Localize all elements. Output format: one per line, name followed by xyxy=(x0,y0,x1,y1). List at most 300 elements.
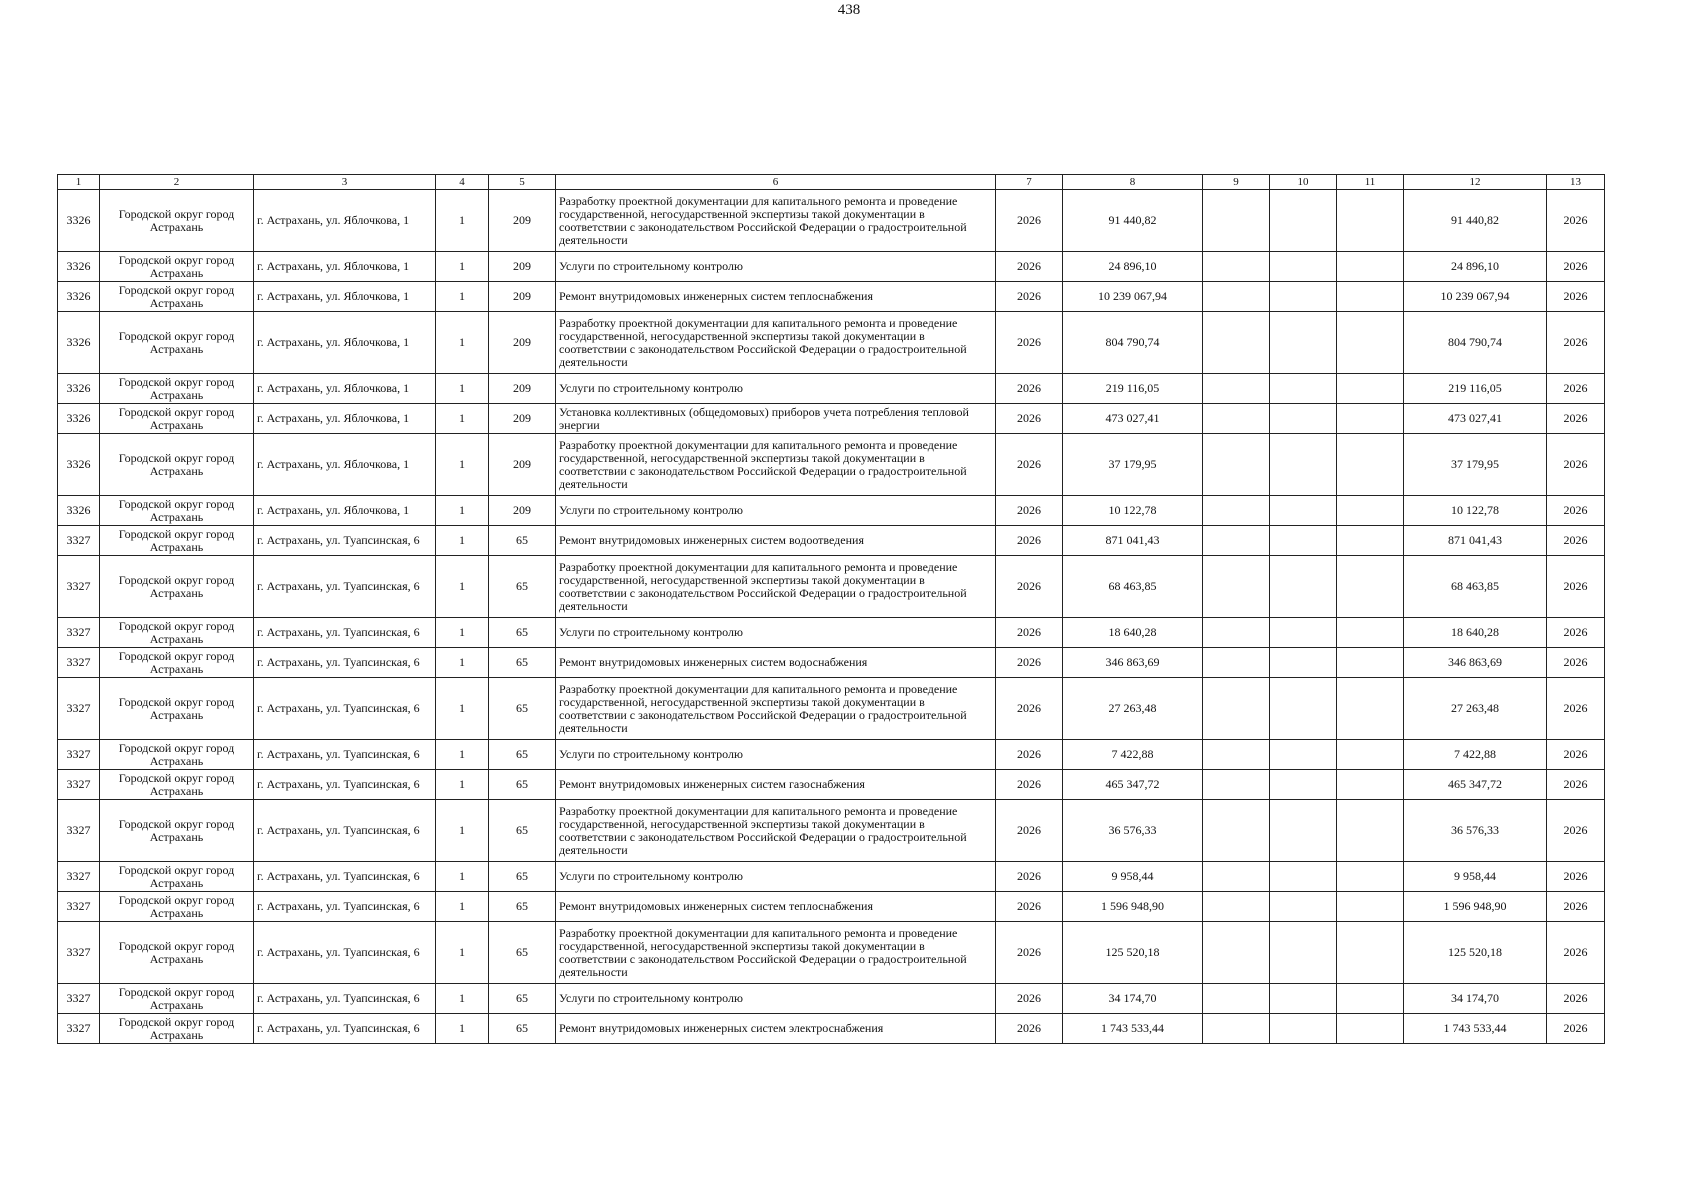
municipality-cell: Городской округ город Астрахань xyxy=(100,862,254,892)
work-type-cell: Разработку проектной документации для капитального ремонта и проведение государственной, негосударственной экспертизы такой документации в соответствии с законодательством Российской Федерации о градостроительной деятельности xyxy=(556,922,996,984)
address-cell: г. Астрахань, ул. Туапсинская, 6 xyxy=(254,770,436,800)
work-type-cell: Разработку проектной документации для капитального ремонта и проведение государственной, негосударственной экспертизы такой документации в соответствии с законодательством Российской Федерации о градостроительной деятельности xyxy=(556,312,996,374)
year-cell: 2026 xyxy=(996,252,1063,282)
category-cell: 1 xyxy=(436,374,489,404)
building-number-cell: 65 xyxy=(489,740,556,770)
work-type-cell: Услуги по строительному контролю xyxy=(556,374,996,404)
fund-cost-cell: 1 596 948,90 xyxy=(1404,892,1547,922)
address-cell: г. Астрахань, ул. Яблочкова, 1 xyxy=(254,404,436,434)
municipality-cell: Городской округ город Астрахань xyxy=(100,678,254,740)
address-cell: г. Астрахань, ул. Туапсинская, 6 xyxy=(254,922,436,984)
category-cell: 1 xyxy=(436,190,489,252)
address-cell: г. Астрахань, ул. Туапсинская, 6 xyxy=(254,800,436,862)
column-11-cell xyxy=(1337,984,1404,1014)
table-row xyxy=(58,282,1605,312)
column-10-cell xyxy=(1270,892,1337,922)
column-10-cell xyxy=(1270,984,1337,1014)
column-9-cell xyxy=(1203,190,1270,252)
address-cell: г. Астрахань, ул. Туапсинская, 6 xyxy=(254,984,436,1014)
table-row xyxy=(58,892,1605,922)
year-cell: 2026 xyxy=(996,404,1063,434)
record-id-cell: 3326 xyxy=(58,312,100,374)
total-cost-cell: 10 122,78 xyxy=(1063,496,1203,526)
column-11-cell xyxy=(1337,404,1404,434)
municipality-cell: Городской округ город Астрахань xyxy=(100,984,254,1014)
total-cost-cell: 9 958,44 xyxy=(1063,862,1203,892)
year-cell: 2026 xyxy=(996,678,1063,740)
record-id-cell: 3327 xyxy=(58,892,100,922)
municipality-cell: Городской округ город Астрахань xyxy=(100,374,254,404)
address-cell: г. Астрахань, ул. Туапсинская, 6 xyxy=(254,892,436,922)
completion-year-cell: 2026 xyxy=(1547,740,1605,770)
record-id-cell: 3327 xyxy=(58,922,100,984)
category-cell: 1 xyxy=(436,862,489,892)
record-id-cell: 3327 xyxy=(58,862,100,892)
building-number-cell: 65 xyxy=(489,892,556,922)
fund-cost-cell: 7 422,88 xyxy=(1404,740,1547,770)
column-10-cell xyxy=(1270,556,1337,618)
work-type-cell: Разработку проектной документации для капитального ремонта и проведение государственной, негосударственной экспертизы такой документации в соответствии с законодательством Российской Федерации о градостроительной деятельности xyxy=(556,434,996,496)
column-10-cell xyxy=(1270,526,1337,556)
completion-year-cell: 2026 xyxy=(1547,800,1605,862)
category-cell: 1 xyxy=(436,892,489,922)
building-number-cell: 65 xyxy=(489,922,556,984)
fund-cost-cell: 10 239 067,94 xyxy=(1404,282,1547,312)
fund-cost-cell: 36 576,33 xyxy=(1404,800,1547,862)
column-10-cell xyxy=(1270,740,1337,770)
column-9-cell xyxy=(1203,282,1270,312)
record-id-cell: 3326 xyxy=(58,434,100,496)
work-type-cell: Разработку проектной документации для капитального ремонта и проведение государственной, негосударственной экспертизы такой документации в соответствии с законодательством Российской Федерации о градостроительной деятельности xyxy=(556,678,996,740)
table-row xyxy=(58,404,1605,434)
year-cell: 2026 xyxy=(996,648,1063,678)
column-11-cell xyxy=(1337,922,1404,984)
municipality-cell: Городской округ город Астрахань xyxy=(100,312,254,374)
record-id-cell: 3326 xyxy=(58,252,100,282)
building-number-cell: 65 xyxy=(489,800,556,862)
building-number-cell: 209 xyxy=(489,404,556,434)
table-row xyxy=(58,862,1605,892)
column-9-cell xyxy=(1203,526,1270,556)
fund-cost-cell: 871 041,43 xyxy=(1404,526,1547,556)
building-number-cell: 209 xyxy=(489,312,556,374)
total-cost-cell: 34 174,70 xyxy=(1063,984,1203,1014)
header-cell-1: 1 xyxy=(58,175,100,190)
table-row xyxy=(58,618,1605,648)
building-number-cell: 65 xyxy=(489,862,556,892)
building-number-cell: 65 xyxy=(489,984,556,1014)
address-cell: г. Астрахань, ул. Туапсинская, 6 xyxy=(254,678,436,740)
header-cell-9: 9 xyxy=(1203,175,1270,190)
address-cell: г. Астрахань, ул. Туапсинская, 6 xyxy=(254,862,436,892)
municipality-cell: Городской округ город Астрахань xyxy=(100,618,254,648)
header-cell-10: 10 xyxy=(1270,175,1337,190)
column-10-cell xyxy=(1270,618,1337,648)
header-cell-3: 3 xyxy=(254,175,436,190)
work-type-cell: Ремонт внутридомовых инженерных систем водоотведения xyxy=(556,526,996,556)
completion-year-cell: 2026 xyxy=(1547,404,1605,434)
table-row xyxy=(58,770,1605,800)
year-cell: 2026 xyxy=(996,862,1063,892)
municipality-cell: Городской округ город Астрахань xyxy=(100,526,254,556)
record-id-cell: 3327 xyxy=(58,770,100,800)
year-cell: 2026 xyxy=(996,800,1063,862)
table-row xyxy=(58,648,1605,678)
column-11-cell xyxy=(1337,496,1404,526)
total-cost-cell: 473 027,41 xyxy=(1063,404,1203,434)
column-10-cell xyxy=(1270,800,1337,862)
year-cell: 2026 xyxy=(996,618,1063,648)
municipality-cell: Городской округ город Астрахань xyxy=(100,190,254,252)
column-11-cell xyxy=(1337,678,1404,740)
header-cell-4: 4 xyxy=(436,175,489,190)
building-number-cell: 65 xyxy=(489,526,556,556)
column-9-cell xyxy=(1203,740,1270,770)
record-id-cell: 3327 xyxy=(58,1014,100,1044)
total-cost-cell: 91 440,82 xyxy=(1063,190,1203,252)
column-9-cell xyxy=(1203,1014,1270,1044)
record-id-cell: 3326 xyxy=(58,282,100,312)
address-cell: г. Астрахань, ул. Туапсинская, 6 xyxy=(254,1014,436,1044)
category-cell: 1 xyxy=(436,312,489,374)
completion-year-cell: 2026 xyxy=(1547,648,1605,678)
total-cost-cell: 346 863,69 xyxy=(1063,648,1203,678)
completion-year-cell: 2026 xyxy=(1547,190,1605,252)
year-cell: 2026 xyxy=(996,1014,1063,1044)
category-cell: 1 xyxy=(436,922,489,984)
municipality-cell: Городской округ город Астрахань xyxy=(100,648,254,678)
completion-year-cell: 2026 xyxy=(1547,1014,1605,1044)
fund-cost-cell: 34 174,70 xyxy=(1404,984,1547,1014)
header-cell-12: 12 xyxy=(1404,175,1547,190)
header-cell-8: 8 xyxy=(1063,175,1203,190)
completion-year-cell: 2026 xyxy=(1547,252,1605,282)
header-cell-5: 5 xyxy=(489,175,556,190)
column-11-cell xyxy=(1337,740,1404,770)
address-cell: г. Астрахань, ул. Туапсинская, 6 xyxy=(254,526,436,556)
column-11-cell xyxy=(1337,556,1404,618)
fund-cost-cell: 473 027,41 xyxy=(1404,404,1547,434)
total-cost-cell: 804 790,74 xyxy=(1063,312,1203,374)
address-cell: г. Астрахань, ул. Яблочкова, 1 xyxy=(254,282,436,312)
work-type-cell: Услуги по строительному контролю xyxy=(556,862,996,892)
column-10-cell xyxy=(1270,496,1337,526)
record-id-cell: 3326 xyxy=(58,374,100,404)
total-cost-cell: 465 347,72 xyxy=(1063,770,1203,800)
fund-cost-cell: 37 179,95 xyxy=(1404,434,1547,496)
year-cell: 2026 xyxy=(996,922,1063,984)
total-cost-cell: 18 640,28 xyxy=(1063,618,1203,648)
completion-year-cell: 2026 xyxy=(1547,434,1605,496)
building-number-cell: 65 xyxy=(489,618,556,648)
address-cell: г. Астрахань, ул. Туапсинская, 6 xyxy=(254,556,436,618)
work-type-cell: Ремонт внутридомовых инженерных систем газоснабжения xyxy=(556,770,996,800)
building-number-cell: 65 xyxy=(489,556,556,618)
category-cell: 1 xyxy=(436,618,489,648)
building-number-cell: 209 xyxy=(489,252,556,282)
work-type-cell: Услуги по строительному контролю xyxy=(556,252,996,282)
column-11-cell xyxy=(1337,648,1404,678)
address-cell: г. Астрахань, ул. Яблочкова, 1 xyxy=(254,374,436,404)
column-9-cell xyxy=(1203,922,1270,984)
total-cost-cell: 10 239 067,94 xyxy=(1063,282,1203,312)
total-cost-cell: 68 463,85 xyxy=(1063,556,1203,618)
column-11-cell xyxy=(1337,526,1404,556)
fund-cost-cell: 24 896,10 xyxy=(1404,252,1547,282)
completion-year-cell: 2026 xyxy=(1547,984,1605,1014)
category-cell: 1 xyxy=(436,252,489,282)
year-cell: 2026 xyxy=(996,374,1063,404)
year-cell: 2026 xyxy=(996,892,1063,922)
table-row xyxy=(58,496,1605,526)
category-cell: 1 xyxy=(436,496,489,526)
column-9-cell xyxy=(1203,374,1270,404)
column-11-cell xyxy=(1337,892,1404,922)
fund-cost-cell: 91 440,82 xyxy=(1404,190,1547,252)
building-number-cell: 209 xyxy=(489,190,556,252)
completion-year-cell: 2026 xyxy=(1547,678,1605,740)
category-cell: 1 xyxy=(436,678,489,740)
header-cell-11: 11 xyxy=(1337,175,1404,190)
municipality-cell: Городской округ город Астрахань xyxy=(100,922,254,984)
building-number-cell: 209 xyxy=(489,374,556,404)
municipality-cell: Городской округ город Астрахань xyxy=(100,800,254,862)
total-cost-cell: 219 116,05 xyxy=(1063,374,1203,404)
year-cell: 2026 xyxy=(996,434,1063,496)
column-9-cell xyxy=(1203,648,1270,678)
address-cell: г. Астрахань, ул. Яблочкова, 1 xyxy=(254,312,436,374)
column-11-cell xyxy=(1337,282,1404,312)
table-row xyxy=(58,740,1605,770)
column-9-cell xyxy=(1203,496,1270,526)
completion-year-cell: 2026 xyxy=(1547,556,1605,618)
column-9-cell xyxy=(1203,618,1270,648)
total-cost-cell: 125 520,18 xyxy=(1063,922,1203,984)
table-row xyxy=(58,556,1605,618)
record-id-cell: 3326 xyxy=(58,496,100,526)
municipality-cell: Городской округ город Астрахань xyxy=(100,496,254,526)
column-10-cell xyxy=(1270,404,1337,434)
building-number-cell: 65 xyxy=(489,648,556,678)
municipality-cell: Городской округ город Астрахань xyxy=(100,1014,254,1044)
year-cell: 2026 xyxy=(996,496,1063,526)
total-cost-cell: 37 179,95 xyxy=(1063,434,1203,496)
page-number: 438 xyxy=(837,2,861,18)
fund-cost-cell: 219 116,05 xyxy=(1404,374,1547,404)
table-row xyxy=(58,312,1605,374)
year-cell: 2026 xyxy=(996,740,1063,770)
municipality-cell: Городской округ город Астрахань xyxy=(100,434,254,496)
work-type-cell: Ремонт внутридомовых инженерных систем теплоснабжения xyxy=(556,892,996,922)
fund-cost-cell: 804 790,74 xyxy=(1404,312,1547,374)
year-cell: 2026 xyxy=(996,770,1063,800)
column-9-cell xyxy=(1203,556,1270,618)
municipality-cell: Городской округ город Астрахань xyxy=(100,252,254,282)
completion-year-cell: 2026 xyxy=(1547,922,1605,984)
column-11-cell xyxy=(1337,312,1404,374)
total-cost-cell: 24 896,10 xyxy=(1063,252,1203,282)
header-cell-13: 13 xyxy=(1547,175,1605,190)
table-row xyxy=(58,374,1605,404)
address-cell: г. Астрахань, ул. Туапсинская, 6 xyxy=(254,618,436,648)
municipality-cell: Городской округ город Астрахань xyxy=(100,892,254,922)
column-10-cell xyxy=(1270,862,1337,892)
category-cell: 1 xyxy=(436,770,489,800)
work-type-cell: Ремонт внутридомовых инженерных систем теплоснабжения xyxy=(556,282,996,312)
completion-year-cell: 2026 xyxy=(1547,862,1605,892)
column-9-cell xyxy=(1203,404,1270,434)
work-type-cell: Разработку проектной документации для капитального ремонта и проведение государственной, негосударственной экспертизы такой документации в соответствии с законодательством Российской Федерации о градостроительной деятельности xyxy=(556,800,996,862)
record-id-cell: 3326 xyxy=(58,190,100,252)
total-cost-cell: 36 576,33 xyxy=(1063,800,1203,862)
work-type-cell: Услуги по строительному контролю xyxy=(556,740,996,770)
table-row xyxy=(58,800,1605,862)
column-9-cell xyxy=(1203,770,1270,800)
building-number-cell: 209 xyxy=(489,496,556,526)
year-cell: 2026 xyxy=(996,282,1063,312)
column-11-cell xyxy=(1337,862,1404,892)
fund-cost-cell: 125 520,18 xyxy=(1404,922,1547,984)
building-number-cell: 65 xyxy=(489,770,556,800)
category-cell: 1 xyxy=(436,404,489,434)
completion-year-cell: 2026 xyxy=(1547,618,1605,648)
column-10-cell xyxy=(1270,922,1337,984)
fund-cost-cell: 10 122,78 xyxy=(1404,496,1547,526)
header-cell-2: 2 xyxy=(100,175,254,190)
column-10-cell xyxy=(1270,252,1337,282)
column-11-cell xyxy=(1337,618,1404,648)
record-id-cell: 3327 xyxy=(58,618,100,648)
total-cost-cell: 27 263,48 xyxy=(1063,678,1203,740)
address-cell: г. Астрахань, ул. Туапсинская, 6 xyxy=(254,648,436,678)
category-cell: 1 xyxy=(436,740,489,770)
address-cell: г. Астрахань, ул. Туапсинская, 6 xyxy=(254,740,436,770)
column-10-cell xyxy=(1270,770,1337,800)
total-cost-cell: 7 422,88 xyxy=(1063,740,1203,770)
record-id-cell: 3327 xyxy=(58,648,100,678)
completion-year-cell: 2026 xyxy=(1547,374,1605,404)
column-11-cell xyxy=(1337,800,1404,862)
table-body xyxy=(58,175,1605,1044)
column-11-cell xyxy=(1337,252,1404,282)
year-cell: 2026 xyxy=(996,312,1063,374)
record-id-cell: 3327 xyxy=(58,678,100,740)
column-9-cell xyxy=(1203,252,1270,282)
column-10-cell xyxy=(1270,190,1337,252)
category-cell: 1 xyxy=(436,556,489,618)
column-10-cell xyxy=(1270,282,1337,312)
column-9-cell xyxy=(1203,892,1270,922)
fund-cost-cell: 346 863,69 xyxy=(1404,648,1547,678)
header-row xyxy=(58,175,1605,190)
completion-year-cell: 2026 xyxy=(1547,496,1605,526)
building-number-cell: 65 xyxy=(489,678,556,740)
category-cell: 1 xyxy=(436,648,489,678)
table-row xyxy=(58,190,1605,252)
record-id-cell: 3326 xyxy=(58,404,100,434)
column-11-cell xyxy=(1337,434,1404,496)
address-cell: г. Астрахань, ул. Яблочкова, 1 xyxy=(254,434,436,496)
year-cell: 2026 xyxy=(996,556,1063,618)
column-9-cell xyxy=(1203,434,1270,496)
column-11-cell xyxy=(1337,1014,1404,1044)
table-row xyxy=(58,1014,1605,1044)
column-9-cell xyxy=(1203,862,1270,892)
municipality-cell: Городской округ город Астрахань xyxy=(100,770,254,800)
building-number-cell: 209 xyxy=(489,282,556,312)
record-id-cell: 3327 xyxy=(58,984,100,1014)
municipality-cell: Городской округ город Астрахань xyxy=(100,740,254,770)
completion-year-cell: 2026 xyxy=(1547,892,1605,922)
record-id-cell: 3327 xyxy=(58,740,100,770)
fund-cost-cell: 465 347,72 xyxy=(1404,770,1547,800)
total-cost-cell: 1 596 948,90 xyxy=(1063,892,1203,922)
column-11-cell xyxy=(1337,190,1404,252)
municipality-cell: Городской округ город Астрахань xyxy=(100,282,254,312)
record-id-cell: 3327 xyxy=(58,526,100,556)
total-cost-cell: 871 041,43 xyxy=(1063,526,1203,556)
fund-cost-cell: 27 263,48 xyxy=(1404,678,1547,740)
table-row xyxy=(58,252,1605,282)
table-row xyxy=(58,434,1605,496)
column-9-cell xyxy=(1203,984,1270,1014)
category-cell: 1 xyxy=(436,984,489,1014)
column-10-cell xyxy=(1270,1014,1337,1044)
municipality-cell: Городской округ город Астрахань xyxy=(100,556,254,618)
column-9-cell xyxy=(1203,312,1270,374)
category-cell: 1 xyxy=(436,526,489,556)
work-schedule-table xyxy=(57,174,1605,1044)
year-cell: 2026 xyxy=(996,526,1063,556)
work-type-cell: Разработку проектной документации для капитального ремонта и проведение государственной, негосударственной экспертизы такой документации в соответствии с законодательством Российской Федерации о градостроительной деятельности xyxy=(556,556,996,618)
work-type-cell: Установка коллективных (общедомовых) приборов учета потребления тепловой энергии xyxy=(556,404,996,434)
column-10-cell xyxy=(1270,374,1337,404)
column-9-cell xyxy=(1203,678,1270,740)
fund-cost-cell: 18 640,28 xyxy=(1404,618,1547,648)
table-row xyxy=(58,922,1605,984)
category-cell: 1 xyxy=(436,282,489,312)
header-cell-6: 6 xyxy=(556,175,996,190)
total-cost-cell: 1 743 533,44 xyxy=(1063,1014,1203,1044)
address-cell: г. Астрахань, ул. Яблочкова, 1 xyxy=(254,496,436,526)
header-cell-7: 7 xyxy=(996,175,1063,190)
work-type-cell: Разработку проектной документации для капитального ремонта и проведение государственной, негосударственной экспертизы такой документации в соответствии с законодательством Российской Федерации о градостроительной деятельности xyxy=(556,190,996,252)
table-row xyxy=(58,526,1605,556)
building-number-cell: 65 xyxy=(489,1014,556,1044)
completion-year-cell: 2026 xyxy=(1547,526,1605,556)
municipality-cell: Городской округ город Астрахань xyxy=(100,404,254,434)
fund-cost-cell: 68 463,85 xyxy=(1404,556,1547,618)
record-id-cell: 3327 xyxy=(58,800,100,862)
completion-year-cell: 2026 xyxy=(1547,770,1605,800)
work-type-cell: Ремонт внутридомовых инженерных систем электроснабжения xyxy=(556,1014,996,1044)
work-type-cell: Ремонт внутридомовых инженерных систем водоснабжения xyxy=(556,648,996,678)
work-type-cell: Услуги по строительному контролю xyxy=(556,496,996,526)
work-type-cell: Услуги по строительному контролю xyxy=(556,984,996,1014)
address-cell: г. Астрахань, ул. Яблочкова, 1 xyxy=(254,190,436,252)
completion-year-cell: 2026 xyxy=(1547,282,1605,312)
column-10-cell xyxy=(1270,678,1337,740)
record-id-cell: 3327 xyxy=(58,556,100,618)
column-11-cell xyxy=(1337,770,1404,800)
category-cell: 1 xyxy=(436,1014,489,1044)
address-cell: г. Астрахань, ул. Яблочкова, 1 xyxy=(254,252,436,282)
column-10-cell xyxy=(1270,312,1337,374)
column-11-cell xyxy=(1337,374,1404,404)
category-cell: 1 xyxy=(436,434,489,496)
fund-cost-cell: 1 743 533,44 xyxy=(1404,1014,1547,1044)
column-9-cell xyxy=(1203,800,1270,862)
